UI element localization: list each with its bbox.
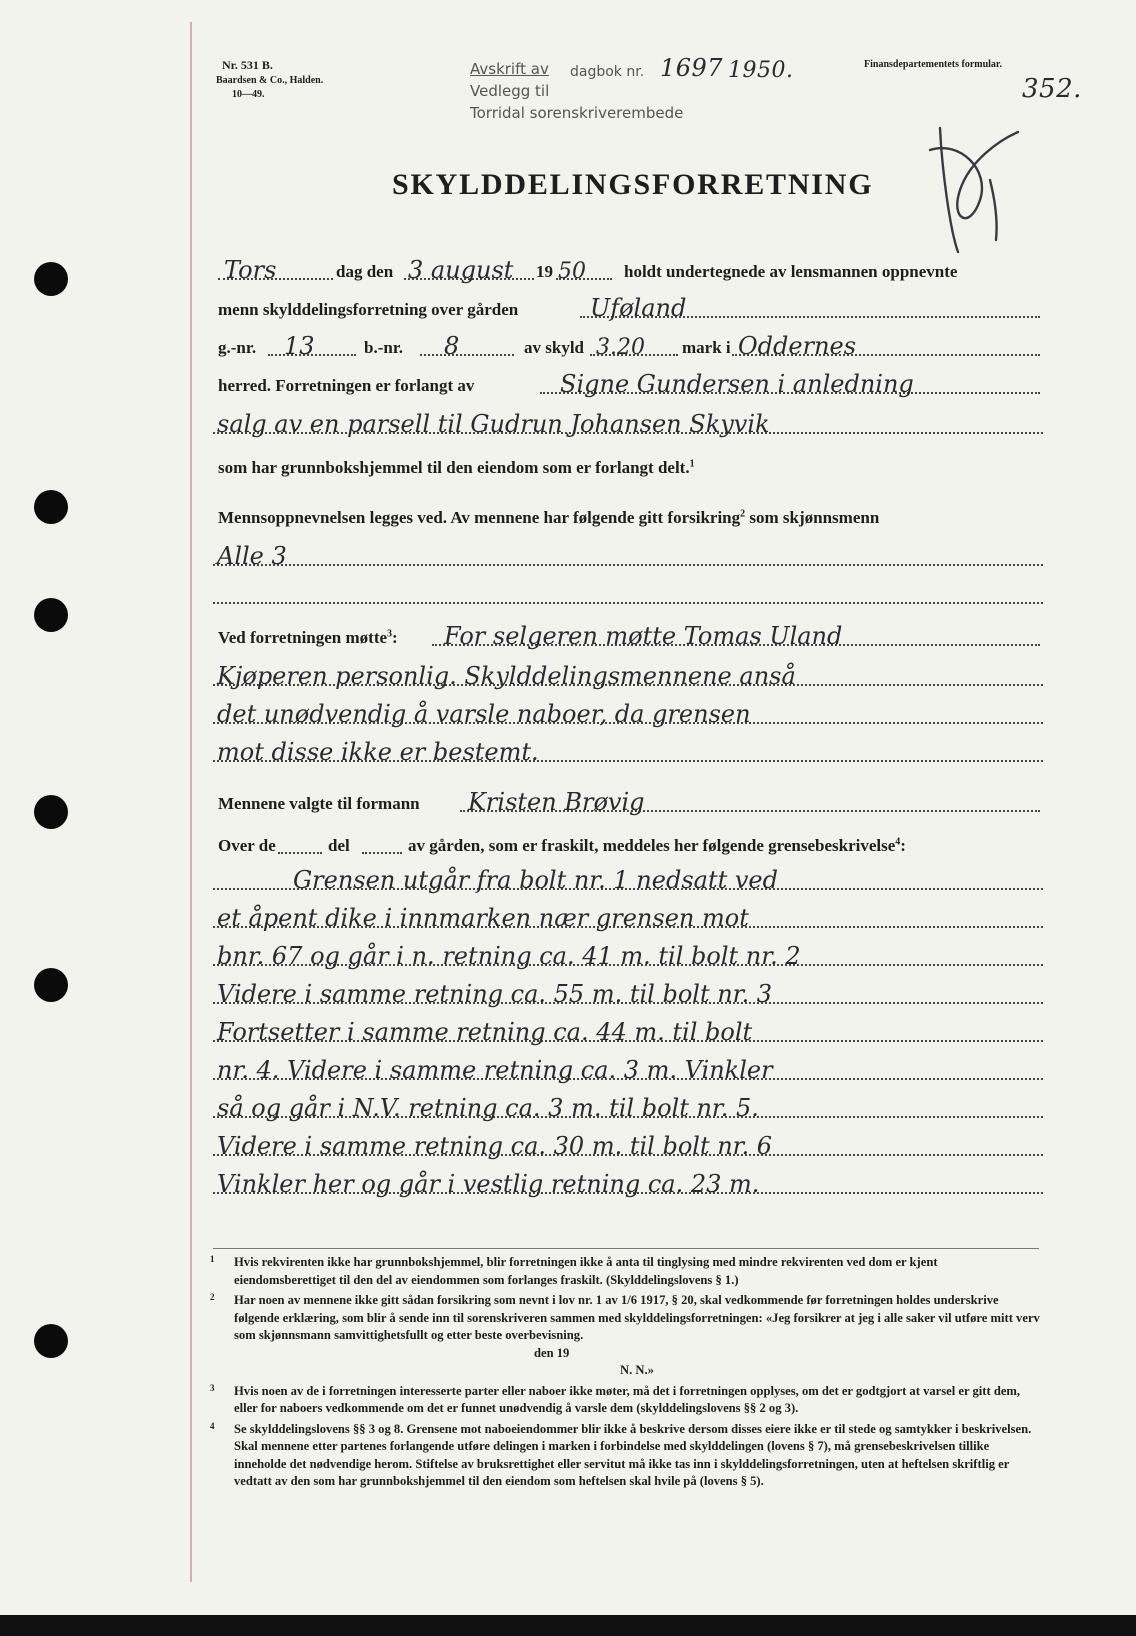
purpose-line <box>213 402 1043 442</box>
formann-value: Kristen Brøvig <box>468 788 645 816</box>
footnote-2: 2 Har noen av mennene ikke gitt sådan forsikring som nevnt i lov nr. 1 av 1/6 1917, § 20, skal vedkommende før forretningen holdes underskrive følgende erklæring, som blir å sende inn til sorenskriveren sammen med skylddelingsforretningen: «Jeg forsikrer at jeg i alle saker vil utføre mitt verv som skjønnsmann samvittighetsfullt og etter beste overbevisning. den 19 N. N.» <box>210 1292 1040 1377</box>
bnr-value: 8 <box>444 332 460 360</box>
municipality-value: Oddernes <box>738 332 857 360</box>
formann-row: Mennene valgte til formann Kristen Brøvig <box>218 784 1040 820</box>
punch-hole <box>34 490 68 524</box>
boundary-line-5: Fortsetter i samme retning ca. 44 m. til bolt <box>217 1018 753 1046</box>
form-number: Nr. 531 B. <box>222 58 273 72</box>
punch-hole <box>34 262 68 296</box>
footnote-3: 3 Hvis noen av de i forretningen interesserte parter eller naboer ikke møter, må det i forretningen opplyses, om det er godtgjort at varsel er gitt dem, eller for naboers vedkommende om det er funnet unødvendig å varsle dem (skylddelingslovens §§ 2 og 3). <box>210 1382 1021 1415</box>
document-title: SKYLDDELINGSFORRETNING <box>392 168 874 201</box>
boundary-line-2: et åpent dike i innmarken nær grensen mot <box>217 904 749 932</box>
stamp-court: Torridal sorenskriverembede <box>470 104 684 122</box>
date-value: 3 august <box>408 256 514 284</box>
farm-value: Uføland <box>590 294 687 322</box>
dagbok-year: 1950. <box>728 58 794 83</box>
grense-row: Over de del av gården, som er fraskilt, meddeles her følgende grensebeskrivelse$^4$: <box>218 836 906 855</box>
boundary-line-6: nr. 4. Videre i samme retning ca. 3 m. Vinkler <box>217 1056 773 1084</box>
forsikring-row: Mennsoppnevnelsen legges ved. Av mennene har følgende gitt forsikring$^2$ som skjønnsmenn <box>218 508 880 527</box>
punch-hole <box>34 1324 68 1358</box>
weekday-value: Tors <box>224 256 277 284</box>
boundary-line-8: Videre i samme retning ca. 30 m. til bolt nr. 6 <box>217 1132 773 1160</box>
skjonnsmenn-line <box>213 534 1043 574</box>
requested-by-value: Signe Gundersen i anledning <box>560 370 914 398</box>
date-row: Tors dag den 3 august 19 50 holdt undertegnede av lensmannen oppnevnte <box>218 252 1040 288</box>
punch-hole <box>34 598 68 632</box>
punch-hole <box>34 795 68 829</box>
print-date: 10—49. <box>232 89 265 100</box>
boundary-line-3: bnr. 67 og går i n. retning ca. 41 m. til bolt nr. 2 <box>217 942 801 970</box>
motte-line-2: Kjøperen personlig. Skylddelingsmennene anså <box>217 662 796 690</box>
blank-line <box>213 572 1043 612</box>
requested-row: herred. Forretningen er forlangt av Signe Gundersen i anledning <box>218 366 1040 402</box>
year-value: 50 <box>558 259 586 284</box>
purpose-value: salg av en parsell til Gudrun Johansen Skyvik <box>217 410 770 438</box>
dagbok-number: 1697 <box>660 54 724 82</box>
motte-line-3: det unødvendig å varsle naboer, da grensen <box>217 700 751 728</box>
motte-row: Ved forretningen møtte$^3$: For selgeren møtte Tomas Uland <box>218 618 1040 654</box>
grunnbok-row: som har grunnbokshjemmel til den eiendom som er forlangt delt.$^1$ <box>218 458 695 477</box>
skjonnsmenn-value: Alle 3 <box>217 542 287 570</box>
boundary-line-9: Vinkler her og går i vestlig retning ca. 23 m. <box>217 1170 760 1198</box>
motte-line-1: For selgeren møtte Tomas Uland <box>444 622 843 650</box>
farm-row: menn skylddelingsforretning over gården Uføland <box>218 290 1040 326</box>
printer: Baardsen & Co., Halden. <box>216 75 324 86</box>
gnr-value: 13 <box>284 332 315 360</box>
skyld-value: 3.20 <box>596 335 645 360</box>
page-number: 352. <box>1022 74 1082 104</box>
ministry-form: Finansdepartementets formular. <box>864 59 1002 70</box>
boundary-line-7: så og går i N.V. retning ca. 3 m. til bolt nr. 5. <box>217 1094 759 1122</box>
stamp-dagbok: dagbok nr. <box>570 64 645 80</box>
footnotes <box>210 1254 1040 1494</box>
footnote-separator <box>213 1248 1039 1249</box>
footnote-4: 4 Se skylddelingslovens §§ 3 og 8. Grensene mot naboeiendommer blir ikke å beskrive dersom disses eiere ikke er til stede og samtykker i beskrivelsen. Skal mennene etter partenes forlangende utføre delingen i marken i forbindelse med skylddelingen (lovens § 7), må grensebeskrivelsen tillike inneholde det nødvendige herom. Stiftelse av bruksrettighet eller servitut må ikke tas inn i skylddelingsforretningen, uten at heftelsen skriftlig er vedtatt av den som har grunnbokshjemmel til den eiendom som heftelsen skal hvile på (lovens § 5). <box>210 1420 1032 1488</box>
motte-line-4: mot disse ikke er bestemt. <box>217 738 539 766</box>
footnote-1: 1 Hvis rekvirenten ikke har grunnbokshjemmel, blir forretningen ikke å anta til tinglysing med mindre rekvirenten ved dom er kjent eiendomsberettiget til den del av eiendommen som forlanges fraskilt. (Skylddelingslovens § 1.) <box>210 1254 938 1287</box>
stamp-avskrift: Avskrift av <box>470 60 549 78</box>
punch-hole <box>34 968 68 1002</box>
margin-line <box>190 22 192 1582</box>
boundary-line-4: Videre i samme retning ca. 55 m. til bolt nr. 3 <box>217 980 773 1008</box>
stamp-vedlegg: Vedlegg til <box>470 82 550 100</box>
gnr-row: g.-nr. 13 b.-nr. 8 av skyld 3.20 mark i Oddernes <box>218 328 1040 364</box>
boundary-line-1: Grensen utgår fra bolt nr. 1 nedsatt ved <box>293 866 778 894</box>
signature-scrawl-icon <box>920 110 1030 260</box>
